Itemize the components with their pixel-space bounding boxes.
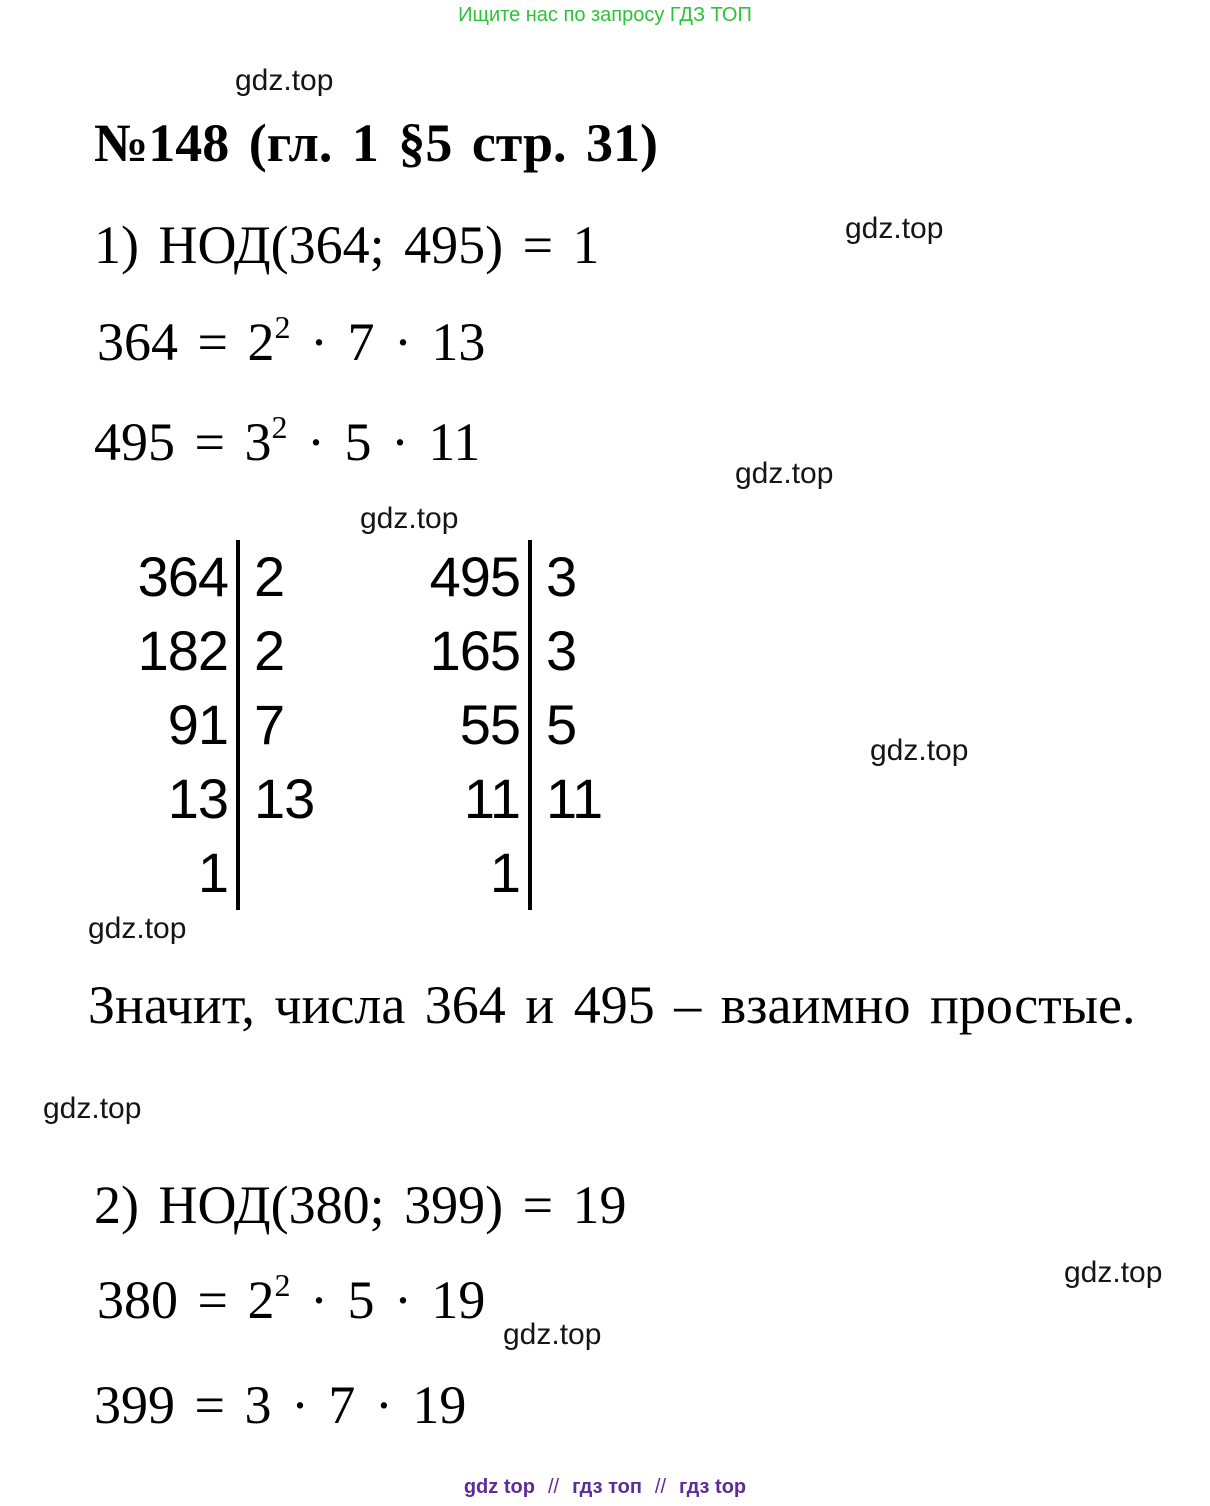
footer-separator-2: // (654, 1476, 667, 1498)
table-number-cell: 1 (424, 836, 532, 910)
table-number-cell: 13 (128, 762, 240, 836)
watermark-gdz-top-3: gdz.top (735, 457, 834, 490)
table-row (424, 762, 602, 836)
factor-table-364 (128, 540, 314, 910)
footer-separator-1: // (547, 1476, 560, 1498)
equation-380-factorization (97, 1267, 486, 1330)
table-row (424, 614, 602, 688)
table-number-cell: 165 (424, 614, 532, 688)
equation-exponent: 2 (274, 1267, 291, 1303)
table-row (424, 836, 602, 910)
table-factor-cell: 3 (546, 619, 577, 682)
table-row (128, 614, 314, 688)
watermark-gdz-top-5: gdz.top (870, 734, 969, 767)
equation-rest: · 5 · 19 (290, 1270, 486, 1330)
watermark-gdz-top-7: gdz.top (43, 1092, 142, 1125)
table-factor-cell (240, 836, 254, 910)
table-factor-cell: 13 (254, 767, 315, 830)
watermark-gdz-top-4: gdz.top (360, 502, 459, 535)
watermark-gdz-top-1: gdz.top (235, 64, 334, 97)
table-number-cell: 495 (424, 540, 532, 614)
equation-exponent: 2 (274, 309, 291, 345)
table-factor-cell: 7 (254, 693, 285, 756)
problem-heading: №148 (гл. 1 §5 стр. 31) (94, 113, 658, 173)
watermark-gdz-top-8: gdz.top (1064, 1256, 1163, 1289)
table-number-cell: 1 (128, 836, 240, 910)
footer-text-gdz-top-cyr: гдз топ (572, 1476, 642, 1498)
factor-table-495 (424, 540, 602, 910)
table-number-cell: 91 (128, 688, 240, 762)
footer-links (0, 1476, 1210, 1499)
watermark-gdz-top-9: gdz.top (503, 1318, 602, 1351)
table-number-cell: 55 (424, 688, 532, 762)
equation-495-factorization (94, 409, 481, 472)
table-row (128, 540, 314, 614)
footer-text-gdz-top-lat: gdz top (463, 1476, 535, 1498)
table-row (128, 836, 314, 910)
table-factor-cell: 5 (546, 693, 577, 756)
table-factor-cell: 3 (546, 545, 577, 608)
watermark-gdz-top-6: gdz.top (88, 912, 187, 945)
table-factor-cell: 11 (546, 767, 603, 830)
equation-399-factorization: 399 = 3 · 7 · 19 (94, 1375, 467, 1435)
table-number-cell: 364 (128, 540, 240, 614)
table-row (128, 688, 314, 762)
equation-base: 380 = 2 (97, 1270, 275, 1330)
equation-base: 364 = 2 (97, 312, 275, 372)
part1-conclusion: Значит, числа 364 и 495 – взаимно простые. (88, 975, 1136, 1035)
equation-exponent: 2 (271, 409, 288, 445)
top-banner-text: Ищите нас по запросу ГДЗ ТОП (458, 4, 752, 26)
table-factor-cell: 2 (254, 619, 285, 682)
equation-rest: · 5 · 11 (287, 412, 481, 472)
table-factor-cell (532, 836, 546, 910)
part1-statement: 1) НОД(364; 495) = 1 (94, 215, 600, 275)
equation-base: 495 = 3 (94, 412, 272, 472)
equation-rest: · 7 · 13 (290, 312, 486, 372)
part2-statement: 2) НОД(380; 399) = 19 (94, 1175, 627, 1235)
table-number-cell: 182 (128, 614, 240, 688)
equation-364-factorization (97, 309, 486, 372)
table-factor-cell: 2 (254, 545, 285, 608)
table-row (424, 688, 602, 762)
watermark-gdz-top-2: gdz.top (845, 212, 944, 245)
table-row (424, 540, 602, 614)
table-row (128, 762, 314, 836)
table-number-cell: 11 (424, 762, 532, 836)
footer-text-gdz-top-mixed: гдз top (679, 1476, 747, 1498)
